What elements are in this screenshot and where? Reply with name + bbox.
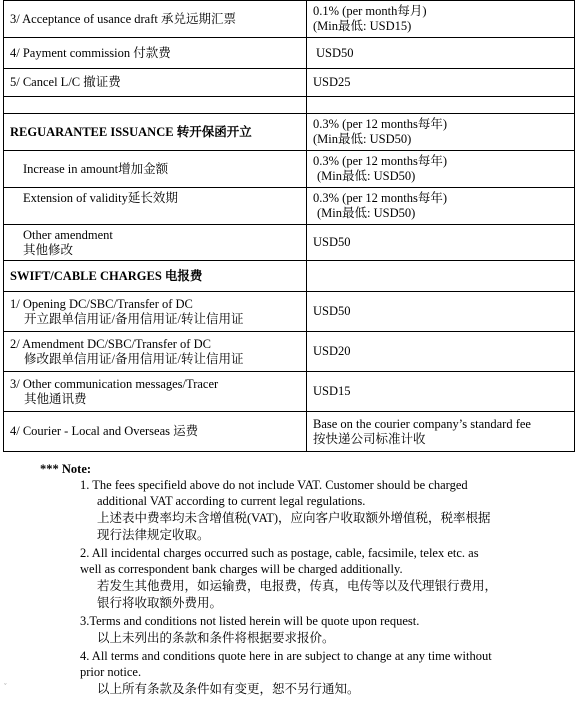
fee-table xyxy=(3,0,575,452)
note-1-cn-cont: 现行法律规定收取。 xyxy=(97,528,210,542)
fee-min-text: (Min最低: USD50) xyxy=(317,169,416,183)
fee-label-text: 4/ Payment commission 付款费 xyxy=(10,45,171,60)
note-1-en: 1. The fees specifield above do not include VAT. Customer should be charged xyxy=(80,478,468,492)
table-row xyxy=(4,69,575,97)
table-row xyxy=(4,38,575,69)
fee-value-text: USD15 xyxy=(313,384,351,398)
note-3-en: 3.Terms and conditions not listed herein will be quote upon request. xyxy=(80,614,420,628)
fee-label-text: 3/ Other communication messages/Tracer xyxy=(10,376,219,391)
table-row xyxy=(4,292,575,332)
fee-value-text: USD50 xyxy=(313,235,351,249)
fee-value-text: USD50 xyxy=(313,304,351,318)
note-2-cn-cont: 银行将收取额外费用。 xyxy=(97,596,223,610)
fee-label-text: 5/ Cancel L/C 撤证费 xyxy=(10,75,121,89)
table-row xyxy=(4,412,575,452)
note-2-cn: 若发生其他费用，如运输费，电报费，传真，电传等以及代理银行费用， xyxy=(97,579,498,593)
fee-label-text: Other amendment xyxy=(23,227,113,242)
table-row xyxy=(4,1,575,38)
table-row xyxy=(4,225,575,261)
fee-value-text: Base on the courier company’s standard fee xyxy=(313,416,531,431)
table-row xyxy=(4,188,575,225)
fee-value-text: 0.3% (per 12 months每年) xyxy=(313,154,448,168)
fee-value-cn: 按快递公司标准计收 xyxy=(313,431,426,446)
page-mark: ˇ xyxy=(4,682,7,691)
fee-value-text: 0.3% (per 12 months每年) xyxy=(313,191,448,205)
table-row xyxy=(4,261,575,292)
fee-label xyxy=(4,1,307,38)
fee-label-text: 1/ Opening DC/SBC/Transfer of DC xyxy=(10,296,193,311)
fee-label-text: Extension of validity延长效期 xyxy=(23,191,178,205)
note-2-en: 2. All incidental charges occurred such as postage, cable, facsimile, telex etc. as xyxy=(80,546,479,560)
fee-value-text: 0.3% (per 12 months每年) xyxy=(313,117,448,131)
note-1-cn: 上述表中费率均未含增值税(VAT)，应向客户收取额外增值税，税率根据 xyxy=(97,511,491,525)
fee-label-text: 3/ Acceptance of usance draft 承兑远期汇票 xyxy=(10,11,236,26)
fee-label-cn: 修改跟单信用证/备用信用证/转让信用证 xyxy=(24,351,244,366)
fee-label-cn: 开立跟单信用证/备用信用证/转让信用证 xyxy=(24,311,244,326)
table-row xyxy=(4,151,575,188)
note-3-cn: 以上未列出的条款和条件将根据要求报价。 xyxy=(97,631,335,645)
fee-label-text: 4/ Courier - Local and Overseas 运费 xyxy=(10,424,199,438)
table-row-blank xyxy=(4,97,575,114)
fee-min-text: (Min最低: USD15) xyxy=(313,19,412,33)
note-1-en-cont: additional VAT according to current legal regulations. xyxy=(97,494,366,508)
fee-value-text: 0.1% (per month每月) xyxy=(313,4,427,18)
table-row xyxy=(4,372,575,412)
fee-value xyxy=(307,1,575,38)
fee-value-text: USD25 xyxy=(313,75,351,89)
section-heading: REGUARANTEE ISSUANCE 转开保函开立 xyxy=(10,124,252,139)
fee-value-text: USD50 xyxy=(316,45,354,60)
fee-label-cn: 其他修改 xyxy=(23,242,74,257)
fee-label-text: 2/ Amendment DC/SBC/Transfer of DC xyxy=(10,336,211,351)
fee-label-cn: 其他通讯费 xyxy=(24,391,87,406)
notes-heading: *** Note: xyxy=(40,462,92,476)
note-2-en-cont: well as correspondent bank charges will be charged additionally. xyxy=(80,562,403,576)
note-4-en: 4. All terms and conditions quote here in are subject to change at any time without xyxy=(80,649,492,663)
fee-min-text: (Min最低: USD50) xyxy=(317,206,416,220)
fee-value-text: USD20 xyxy=(313,344,351,358)
note-4-en-cont: prior notice. xyxy=(80,665,142,679)
table-row xyxy=(4,114,575,151)
fee-min-text: (Min最低: USD50) xyxy=(313,132,412,146)
note-4-cn: 以上所有条款及条件如有变更，恕不另行通知。 xyxy=(97,682,360,696)
section-heading: SWIFT/CABLE CHARGES 电报费 xyxy=(10,268,203,283)
fee-label-text: Increase in amount增加金额 xyxy=(23,161,169,176)
table-row xyxy=(4,332,575,372)
